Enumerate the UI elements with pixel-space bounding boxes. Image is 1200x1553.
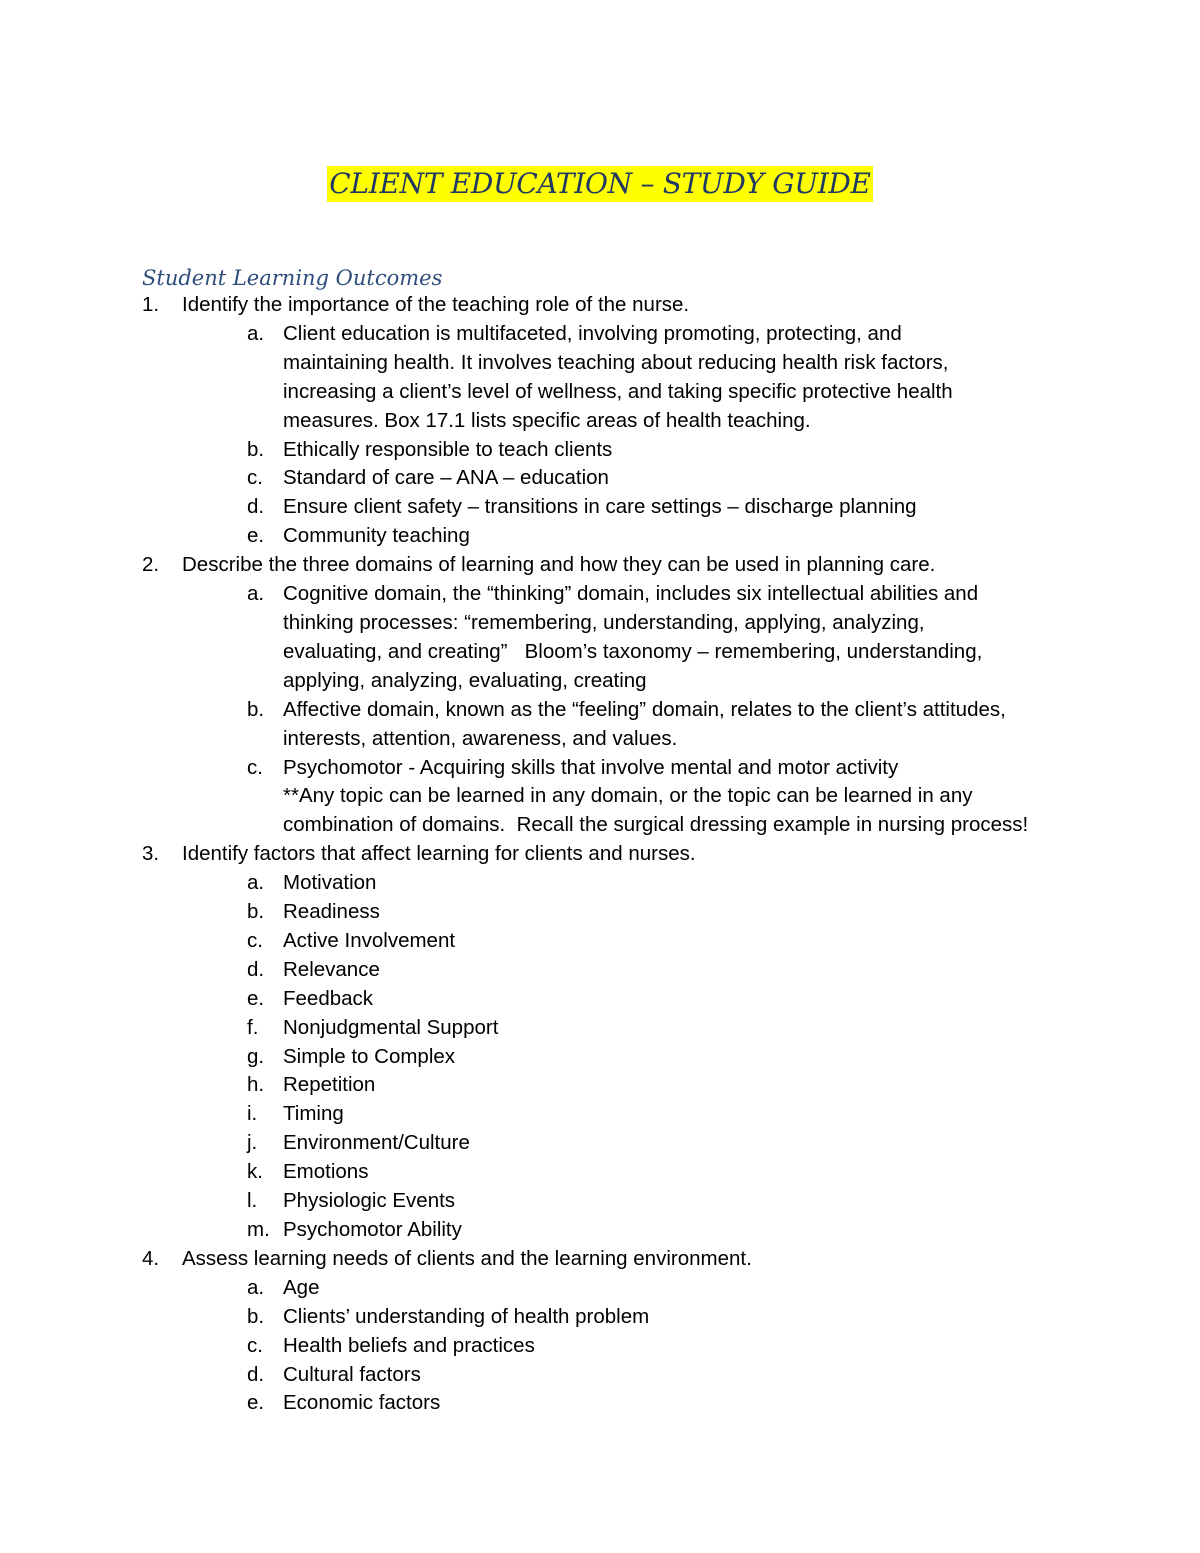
sub-item (0, 320, 1200, 436)
sub-item (0, 1043, 1200, 1072)
outcome-number: 4. (142, 1246, 160, 1270)
sub-item (0, 1389, 1200, 1418)
document-title: CLIENT EDUCATION – STUDY GUIDE (329, 167, 871, 200)
outcome-item (0, 291, 1200, 320)
outcome-number: 2. (142, 553, 160, 577)
sub-item-line: Cultural factors (283, 1362, 421, 1386)
sub-item-line: Health beliefs and practices (283, 1333, 535, 1357)
sub-item (0, 1100, 1200, 1129)
sub-item-letter: b. (247, 1304, 265, 1328)
sub-item (0, 493, 1200, 522)
sub-item-line: Client education is multifaceted, involving promoting, protecting, and (283, 321, 902, 345)
sub-item-line: Feedback (283, 986, 374, 1010)
sub-item-letter: e. (247, 986, 265, 1010)
sub-item-line: applying, analyzing, evaluating, creating (283, 668, 647, 692)
sub-item-line: Standard of care – ANA – education (283, 466, 609, 490)
outcome-number: 3. (142, 842, 160, 866)
sub-item-letter: a. (247, 321, 265, 345)
sub-item-line: interests, attention, awareness, and values. (283, 726, 678, 750)
sub-item (0, 1361, 1200, 1390)
sub-item-letter: e. (247, 524, 265, 548)
sub-item-letter: d. (247, 957, 265, 981)
sub-item-line: Readiness (283, 900, 380, 924)
sub-item (0, 898, 1200, 927)
sub-item-line: Economic factors (283, 1391, 441, 1415)
sub-item (0, 580, 1200, 696)
sub-item (0, 464, 1200, 493)
outcome-text: Describe the three domains of learning and how they can be used in planning care. (182, 553, 936, 577)
sub-item-letter: l. (247, 1189, 258, 1213)
outcomes-list (0, 291, 1200, 1418)
sub-item (0, 696, 1200, 754)
sub-item-line: Physiologic Events (283, 1189, 456, 1213)
sub-item (0, 1303, 1200, 1332)
sub-item-letter: g. (247, 1044, 265, 1068)
sub-item-letter: b. (247, 900, 265, 924)
sub-item-line: Environment/Culture (283, 1131, 470, 1155)
outcome-number: 1. (142, 293, 160, 316)
sub-item (0, 1158, 1200, 1187)
sub-item-letter: d. (247, 1362, 265, 1386)
outcome-text: Identify factors that affect learning for clients and nurses. (182, 842, 696, 866)
sub-item-letter: c. (247, 1333, 263, 1357)
outcome-text: Assess learning needs of clients and the learning environment. (182, 1246, 752, 1270)
sub-item (0, 754, 1200, 841)
sub-item-line: Clients’ understanding of health problem (283, 1304, 650, 1328)
section-heading: Student Learning Outcomes (142, 266, 443, 290)
sub-item-letter: j. (247, 1131, 258, 1155)
sub-item-letter: b. (247, 437, 265, 461)
outcome-item (0, 1245, 1200, 1274)
sub-item-line: thinking processes: “remembering, understanding, applying, analyzing, (283, 610, 925, 634)
sub-item-letter: c. (247, 928, 263, 952)
sub-item-letter: e. (247, 1391, 265, 1415)
sub-item-letter: i. (247, 1102, 258, 1126)
outcome-text: Identify the importance of the teaching role of the nurse. (182, 293, 690, 316)
sub-item-line: Ethically responsible to teach clients (283, 437, 613, 461)
sub-item-line: Psychomotor - Acquiring skills that involve mental and motor activity (283, 755, 899, 779)
sub-item-line: Timing (283, 1102, 344, 1126)
title-container (0, 166, 1200, 202)
sub-item (0, 1071, 1200, 1100)
sub-item (0, 436, 1200, 465)
sub-item-letter: k. (247, 1160, 263, 1184)
sub-item-letter: a. (247, 871, 265, 895)
sub-item-line: Cognitive domain, the “thinking” domain, includes six intellectual abilities and (283, 582, 979, 606)
sub-item (0, 956, 1200, 985)
sub-item-letter: f. (247, 1015, 259, 1039)
sub-item (0, 1014, 1200, 1043)
sub-item-line: Community teaching (283, 524, 470, 548)
sub-item-letter: h. (247, 1073, 265, 1097)
sub-item-line: Simple to Complex (283, 1044, 456, 1068)
sub-item-line: **Any topic can be learned in any domain, or the topic can be learned in any (283, 784, 973, 808)
sub-item-line: measures. Box 17.1 lists specific areas of health teaching. (283, 408, 811, 432)
sub-item (0, 869, 1200, 898)
sub-item-line: Age (283, 1275, 320, 1299)
sub-item-letter: c. (247, 466, 263, 490)
sub-item-line: increasing a client’s level of wellness, and taking specific protective health (283, 379, 953, 403)
sub-item-line: Psychomotor Ability (283, 1218, 462, 1241)
sub-item-letter: m. (247, 1218, 270, 1241)
sub-item-line: Relevance (283, 957, 380, 981)
sub-item-line: Active Involvement (283, 928, 456, 952)
sub-item-line: Emotions (283, 1160, 369, 1184)
sub-item (0, 1187, 1200, 1216)
sub-item (0, 1274, 1200, 1303)
sub-item (0, 1216, 1200, 1245)
sub-item (0, 522, 1200, 551)
sub-item (0, 985, 1200, 1014)
sub-item (0, 1332, 1200, 1361)
sub-item-line: Nonjudgmental Support (283, 1015, 499, 1039)
sub-item-letter: d. (247, 495, 265, 519)
sub-item-letter: a. (247, 582, 265, 606)
outcome-item (0, 551, 1200, 580)
sub-item-line: Motivation (283, 871, 377, 895)
sub-item-line: maintaining health. It involves teaching about reducing health risk factors, (283, 350, 949, 374)
sub-item-line: Repetition (283, 1073, 376, 1097)
sub-item-letter: b. (247, 697, 265, 721)
sub-item (0, 927, 1200, 956)
sub-item-letter: a. (247, 1275, 265, 1299)
sub-item (0, 1129, 1200, 1158)
sub-item-line: Affective domain, known as the “feeling” domain, relates to the client’s attitudes, (283, 697, 1006, 721)
sub-item-line: evaluating, and creating” Bloom’s taxonomy – remembering, understanding, (283, 639, 983, 663)
outcome-item (0, 840, 1200, 869)
sub-item-line: Ensure client safety – transitions in care settings – discharge planning (283, 495, 917, 519)
sub-item-line: combination of domains. Recall the surgical dressing example in nursing process! (283, 813, 1029, 837)
sub-item-letter: c. (247, 755, 263, 779)
